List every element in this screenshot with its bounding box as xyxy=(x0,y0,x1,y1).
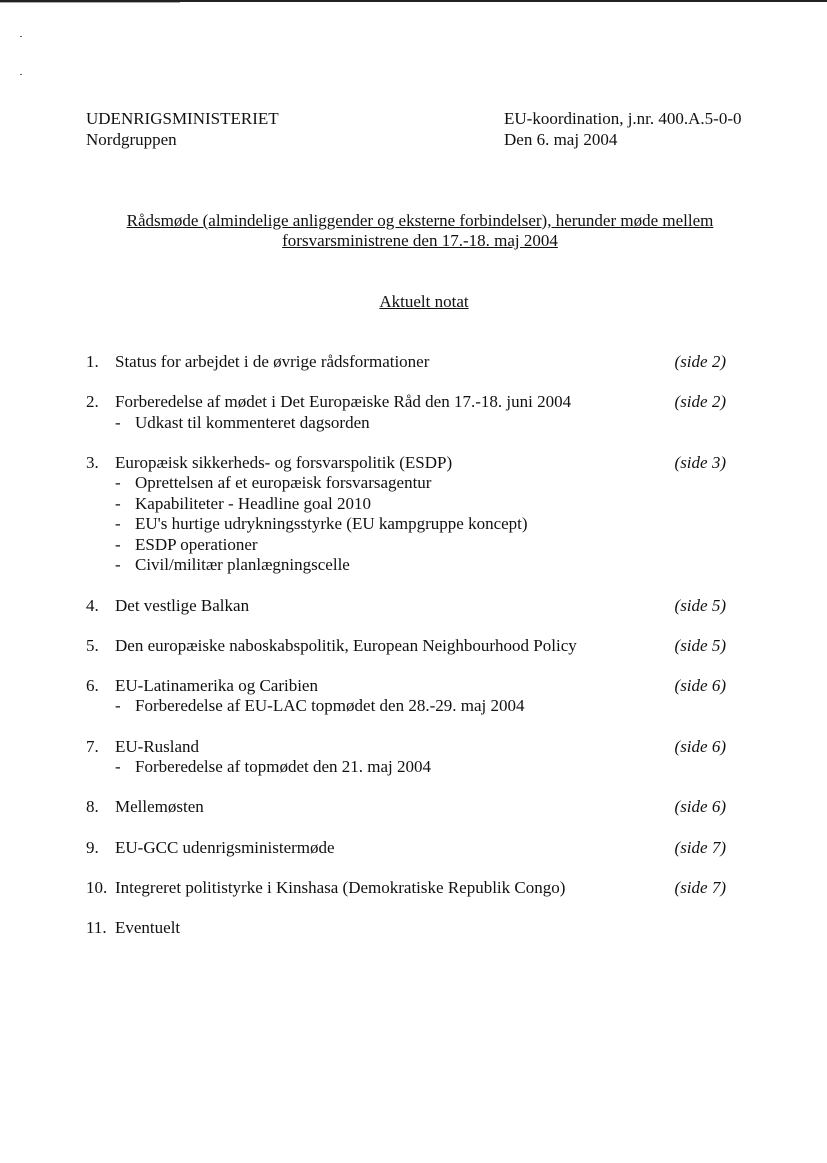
agenda-item-number: 4. xyxy=(86,595,99,615)
ministry-name: UDENRIGSMINISTERIET xyxy=(86,109,279,128)
agenda-item xyxy=(86,676,736,717)
agenda-item xyxy=(86,737,736,778)
scan-speck xyxy=(20,74,22,75)
agenda-subitem xyxy=(86,555,736,576)
bullet-dash: - xyxy=(115,514,121,534)
agenda-item-row xyxy=(86,737,736,758)
agenda-subitem-text: ESDP operationer xyxy=(135,534,258,554)
agenda-item xyxy=(86,918,736,939)
bullet-dash: - xyxy=(115,757,121,777)
agenda-item xyxy=(86,453,736,576)
agenda-item xyxy=(86,878,736,899)
document-date: Den 6. maj 2004 xyxy=(504,130,618,149)
agenda-item-row xyxy=(86,636,736,657)
bullet-dash: - xyxy=(115,473,121,493)
bullet-dash: - xyxy=(115,696,121,716)
agenda-list xyxy=(86,352,736,958)
reference-number: EU-koordination, j.nr. 400.A.5-0-0 xyxy=(504,109,742,128)
agenda-item-page-ref: (side 5) xyxy=(674,595,726,615)
agenda-subitem xyxy=(86,535,736,556)
header-right xyxy=(504,108,742,150)
agenda-item-text: Det vestlige Balkan xyxy=(115,595,250,615)
agenda-item-number: 5. xyxy=(86,635,99,655)
agenda-item-text: EU-Latinamerika og Caribien xyxy=(115,675,318,695)
agenda-item-text: EU-GCC udenrigsministermøde xyxy=(115,837,335,857)
agenda-item xyxy=(86,797,736,818)
agenda-subitem-text: Kapabiliteter - Headline goal 2010 xyxy=(135,493,372,513)
agenda-subitem-text: Forberedelse af topmødet den 21. maj 2004 xyxy=(135,757,432,777)
agenda-item-text: Eventuelt xyxy=(115,917,181,937)
agenda-item-row xyxy=(86,453,736,474)
agenda-item-row xyxy=(86,797,736,818)
agenda-item-text: Forberedelse af mødet i Det Europæiske Råd den 17.-18. juni 2004 xyxy=(115,392,572,412)
agenda-item xyxy=(86,352,736,373)
agenda-item-number: 8. xyxy=(86,797,99,817)
agenda-item-number: 6. xyxy=(86,675,99,695)
agenda-subitem xyxy=(86,473,736,494)
agenda-item-page-ref: (side 7) xyxy=(674,877,726,897)
agenda-subitem-text: Oprettelsen af et europæisk forsvarsagentur xyxy=(135,473,432,493)
agenda-subitem-text: EU's hurtige udrykningsstyrke (EU kampgruppe koncept) xyxy=(135,514,528,534)
agenda-item-page-ref: (side 2) xyxy=(674,392,726,412)
agenda-item-row xyxy=(86,676,736,697)
bullet-dash: - xyxy=(115,534,121,554)
agenda-subitem-text: Forberedelse af EU-LAC topmødet den 28.-29. maj 2004 xyxy=(135,696,525,716)
agenda-subitem xyxy=(86,757,736,778)
agenda-item-page-ref: (side 6) xyxy=(674,797,726,817)
agenda-item-text: Status for arbejdet i de øvrige rådsformationer xyxy=(115,352,430,371)
agenda-item-row xyxy=(86,352,736,373)
agenda-item-number: 2. xyxy=(86,392,99,412)
agenda-item-number: 11. xyxy=(86,917,107,937)
agenda-subitem xyxy=(86,696,736,717)
bullet-dash: - xyxy=(115,555,121,575)
agenda-item-text: Integreret politistyrke i Kinshasa (Demokratiske Republik Congo) xyxy=(115,877,566,897)
bullet-dash: - xyxy=(115,493,121,513)
scan-top-edge-fade xyxy=(0,2,180,3)
header-left xyxy=(86,108,279,150)
document-title: Rådsmøde (almindelige anliggender og eksterne forbindelser), herunder møde mellem forsvarsministrene den 17.-18. maj 2004 xyxy=(126,211,714,250)
agenda-item xyxy=(86,596,736,617)
agenda-item-text: Europæisk sikkerheds- og forsvarspolitik (ESDP) xyxy=(115,452,453,472)
agenda-subitem xyxy=(86,494,736,515)
agenda-item-number: 1. xyxy=(86,352,99,371)
agenda-item-row xyxy=(86,838,736,859)
agenda-item-row xyxy=(86,878,736,899)
agenda-item-page-ref: (side 7) xyxy=(674,837,726,857)
bullet-dash: - xyxy=(115,412,121,432)
agenda-item-number: 3. xyxy=(86,452,99,472)
agenda-subitem xyxy=(86,514,736,535)
agenda-item-text: Den europæiske naboskabspolitik, European Neighbourhood Policy xyxy=(115,635,577,655)
agenda-item-text: EU-Rusland xyxy=(115,736,200,756)
scan-speck xyxy=(20,36,22,37)
department-name: Nordgruppen xyxy=(86,130,177,149)
agenda-item-page-ref: (side 5) xyxy=(674,635,726,655)
agenda-subitem-text: Civil/militær planlægningscelle xyxy=(135,555,350,575)
agenda-item-page-ref: (side 2) xyxy=(674,352,726,371)
agenda-item-page-ref: (side 6) xyxy=(674,675,726,695)
agenda-item-number: 7. xyxy=(86,736,99,756)
agenda-item-page-ref: (side 6) xyxy=(674,736,726,756)
agenda-subitem xyxy=(86,413,736,434)
agenda-item-number: 9. xyxy=(86,837,99,857)
agenda-item-text: Mellemøsten xyxy=(115,797,204,817)
agenda-item xyxy=(86,392,736,433)
agenda-item-page-ref: (side 3) xyxy=(674,452,726,472)
agenda-item xyxy=(86,838,736,859)
document-subtitle: Aktuelt notat xyxy=(379,292,469,311)
agenda-item-row xyxy=(86,596,736,617)
agenda-subitem-text: Udkast til kommenteret dagsorden xyxy=(135,412,370,432)
agenda-item-row xyxy=(86,392,736,413)
agenda-item-number: 10. xyxy=(86,877,108,897)
agenda-item-row xyxy=(86,918,736,939)
agenda-item xyxy=(86,636,736,657)
